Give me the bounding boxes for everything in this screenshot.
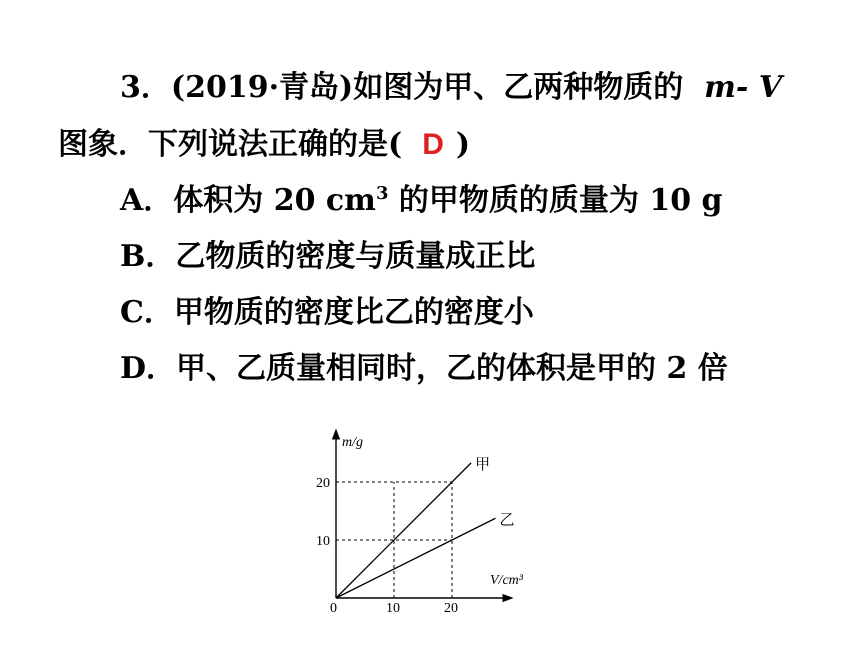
answer-mark: D bbox=[422, 128, 444, 161]
option-letter: A． bbox=[120, 183, 174, 218]
option-text: 乙物质的密度与质量成正比 bbox=[175, 239, 536, 274]
option-c bbox=[120, 293, 534, 333]
question-line-2 bbox=[58, 125, 470, 165]
option-a bbox=[120, 181, 723, 221]
x-tick-label: 20 bbox=[444, 601, 458, 615]
option-letter: C． bbox=[120, 295, 174, 330]
y-tick-label: 20 bbox=[316, 476, 330, 491]
question-stem-part2: 图象．下列说法正确的是( bbox=[58, 127, 403, 162]
y-axis-label: m/g bbox=[342, 435, 363, 450]
question-stem-close: ) bbox=[455, 127, 471, 162]
option-text: 甲物质的密度比乙的密度小 bbox=[173, 295, 534, 330]
x-axis-label: V/cm³ bbox=[490, 573, 523, 588]
option-text-after: 的甲物质的质量为 10 g bbox=[388, 183, 723, 218]
option-letter: B． bbox=[120, 239, 176, 274]
question-stem-variable: m- V bbox=[704, 70, 783, 105]
question-stem-part1: 如图为甲、乙两种物质的 bbox=[353, 70, 684, 105]
y-tick-label: 10 bbox=[316, 534, 330, 549]
series-label: 乙 bbox=[499, 512, 515, 529]
option-superscript: 3 bbox=[375, 183, 389, 204]
question-line-1 bbox=[120, 68, 782, 108]
x-tick-label: 10 bbox=[386, 601, 400, 615]
m-v-graph bbox=[300, 420, 540, 615]
option-letter: D． bbox=[120, 351, 177, 386]
series-label: 甲 bbox=[475, 456, 491, 473]
origin-label: 0 bbox=[330, 601, 337, 615]
option-text: 体积为 20 cm bbox=[173, 183, 376, 218]
series-line-jia bbox=[336, 463, 471, 598]
option-text: 甲、乙质量相同时，乙的体积是甲的 2 倍 bbox=[176, 351, 728, 386]
question-source: (2019·青岛) bbox=[170, 70, 354, 105]
series-line-yi bbox=[336, 518, 496, 598]
option-d bbox=[120, 349, 728, 389]
question-number: 3． bbox=[120, 70, 171, 105]
option-b bbox=[120, 237, 535, 277]
